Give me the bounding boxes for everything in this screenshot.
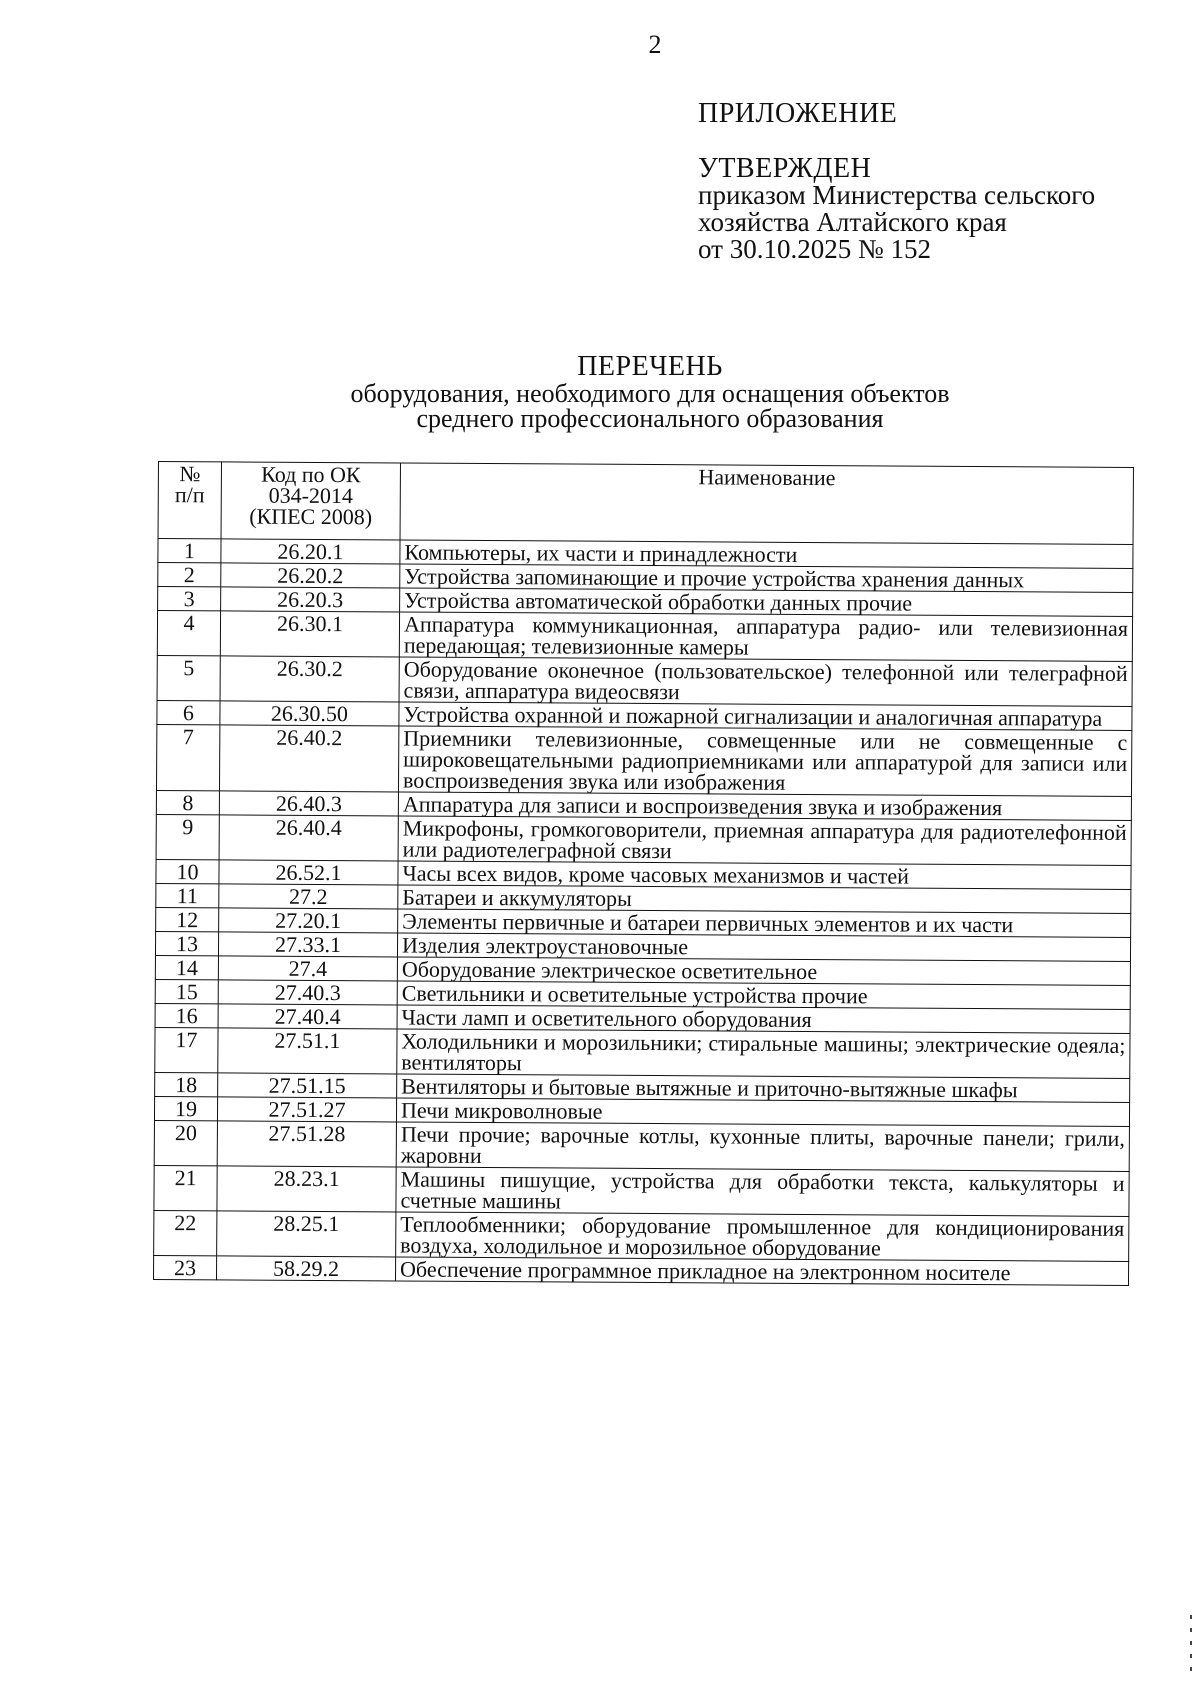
table-row <box>154 1210 1129 1261</box>
row-code: 27.2 <box>219 884 398 909</box>
row-code: 27.40.4 <box>218 1004 397 1029</box>
row-code: 26.30.50 <box>220 701 399 726</box>
row-number: 15 <box>155 979 218 1003</box>
row-name: Микрофоны, громкоговорители, приемная аппаратура для радиотелефонной или радиотелеграфной связи <box>398 816 1131 865</box>
table-row <box>154 1165 1129 1216</box>
list-title: ПЕРЕЧЕНЬ <box>577 351 723 382</box>
row-number: 1 <box>158 539 221 563</box>
row-code: 26.40.3 <box>219 791 398 816</box>
row-name: Теплообменники; оборудование промышленное для кондиционирования воздуха, холодильное и морозильное оборудование <box>396 1212 1129 1261</box>
row-number: 6 <box>157 700 220 724</box>
approved-order-line-2: хозяйства Алтайского края <box>698 207 1007 237</box>
table-row <box>155 1027 1130 1078</box>
row-number: 22 <box>154 1210 217 1255</box>
row-name: Светильники и осветительные устройства прочие <box>397 981 1130 1009</box>
row-name: Оборудование оконечное (пользовательское) телефонной или телеграфной связи, аппаратура видеосвязи <box>399 657 1132 706</box>
approved-order-line-3: от 30.10.2025 № 152 <box>698 234 931 264</box>
table-row <box>156 814 1131 865</box>
row-code: 26.20.2 <box>221 563 400 588</box>
row-number: 16 <box>155 1003 218 1027</box>
row-code: 26.40.4 <box>219 815 398 861</box>
list-heading <box>240 353 1060 431</box>
row-number: 9 <box>156 814 219 859</box>
header-code-line-2: 034-2014 <box>268 482 354 509</box>
row-code: 27.51.1 <box>218 1028 397 1074</box>
row-code: 26.40.2 <box>219 725 398 792</box>
row-number: 12 <box>156 907 219 931</box>
row-number: 2 <box>158 563 221 587</box>
row-code: 27.51.27 <box>217 1097 396 1122</box>
row-name: Элементы первичные и батареи первичных элементов и их части <box>398 909 1131 937</box>
row-name: Батареи и аккумуляторы <box>398 885 1131 913</box>
appendix-block <box>698 100 1095 263</box>
row-code: 58.29.2 <box>216 1256 395 1281</box>
row-code: 27.51.28 <box>217 1121 396 1167</box>
row-code: 27.4 <box>218 956 397 981</box>
approved-order-line-1: приказом Министерства сельского <box>698 180 1096 210</box>
row-name: Аппаратура для записи и воспроизведения звука и изображения <box>398 792 1131 820</box>
table-row <box>157 611 1132 662</box>
row-number: 14 <box>155 955 218 979</box>
row-name: Устройства охранной и пожарной сигнализации и аналогичная аппаратура <box>399 702 1132 730</box>
row-name: Вентиляторы и бытовые вытяжные и приточно-вытяжные шкафы <box>397 1074 1130 1102</box>
row-code: 27.20.1 <box>219 908 398 933</box>
header-name: Наименование <box>400 463 1133 544</box>
row-code: 26.52.1 <box>219 860 398 885</box>
row-code: 26.30.2 <box>220 656 399 702</box>
row-name: Изделия электроустановочные <box>397 933 1130 961</box>
scan-edge-mark <box>1190 1667 1192 1671</box>
row-name: Обеспечение программное прикладное на электронном носителе <box>395 1257 1128 1285</box>
row-number: 11 <box>156 883 219 907</box>
list-subtitle-line-1: оборудования, необходимого для оснащения объектов <box>350 379 950 408</box>
row-code: 26.20.3 <box>221 587 400 612</box>
row-number: 4 <box>157 611 220 656</box>
header-code <box>221 462 400 540</box>
row-name: Холодильники и морозильники; стиральные машины; электрические одеяла; вентиляторы <box>397 1029 1130 1078</box>
header-number-line-1: № <box>179 461 201 487</box>
row-name: Машины пишущие, устройства для обработки текста, калькуляторы и счетные машины <box>396 1167 1129 1216</box>
header-code-line-3: (КПЕС 2008) <box>249 503 373 530</box>
row-number: 8 <box>156 790 219 814</box>
row-number: 10 <box>156 859 219 883</box>
approved-title: УТВЕРЖДЕН <box>698 153 872 184</box>
row-code: 27.51.15 <box>218 1073 397 1098</box>
row-name: Устройства автоматической обработки данных прочие <box>400 588 1133 616</box>
scan-edge-mark <box>1190 1615 1192 1619</box>
row-name: Оборудование электрическое осветительное <box>397 957 1130 985</box>
row-number: 3 <box>158 587 221 611</box>
row-code: 27.33.1 <box>218 932 397 957</box>
row-number: 5 <box>157 655 220 700</box>
header-number-line-2: п/п <box>174 482 205 508</box>
row-code: 28.23.1 <box>217 1166 396 1212</box>
table-body <box>154 539 1134 1286</box>
appendix-title: ПРИЛОЖЕНИЕ <box>698 98 898 129</box>
equipment-table-wrapper <box>153 461 1134 1286</box>
row-number: 21 <box>154 1165 217 1210</box>
scan-edge-mark <box>1190 1628 1192 1632</box>
table-row <box>154 1120 1129 1171</box>
row-number: 7 <box>156 724 219 790</box>
table-row <box>157 655 1132 706</box>
row-name: Компьютеры, их части и принадлежности <box>400 540 1133 568</box>
row-name: Части ламп и осветительного оборудования <box>397 1005 1130 1033</box>
table-row <box>154 1255 1129 1285</box>
row-name: Аппаратура коммуникационная, аппаратура радио- или телевизионная передающая; телевизионные камеры <box>399 612 1132 661</box>
scan-edge-mark <box>1190 1654 1192 1658</box>
equipment-table <box>153 461 1134 1286</box>
row-code: 26.30.1 <box>220 611 399 657</box>
table-header-row <box>158 462 1133 545</box>
row-number: 18 <box>155 1072 218 1096</box>
row-code: 26.20.1 <box>221 539 400 564</box>
header-number <box>158 462 221 539</box>
row-code: 27.40.3 <box>218 980 397 1005</box>
row-code: 28.25.1 <box>217 1211 396 1257</box>
row-name: Приемники телевизионные, совмещенные или не совмещенные с широковещательными радиоприемниками или аппаратурой для записи или воспроизведения звука или изображения <box>398 726 1131 796</box>
row-number: 19 <box>154 1096 217 1120</box>
row-name: Печи микроволновые <box>396 1098 1129 1126</box>
list-subtitle-line-2: среднего профессионального образования <box>416 404 884 433</box>
row-number: 20 <box>154 1120 217 1165</box>
row-name: Устройства запоминающие и прочие устройства хранения данных <box>400 564 1133 592</box>
header-code-line-1: Код по ОК <box>261 461 361 488</box>
table-row <box>156 724 1131 796</box>
row-name: Печи прочие; варочные котлы, кухонные плиты, варочные панели; грили, жаровни <box>396 1122 1129 1171</box>
page-number: 2 <box>648 30 662 59</box>
row-number: 17 <box>155 1027 218 1072</box>
scan-edge-mark <box>1190 1641 1192 1645</box>
row-name: Часы всех видов, кроме часовых механизмов и частей <box>398 861 1131 889</box>
row-number: 23 <box>154 1255 217 1279</box>
row-number: 13 <box>155 931 218 955</box>
